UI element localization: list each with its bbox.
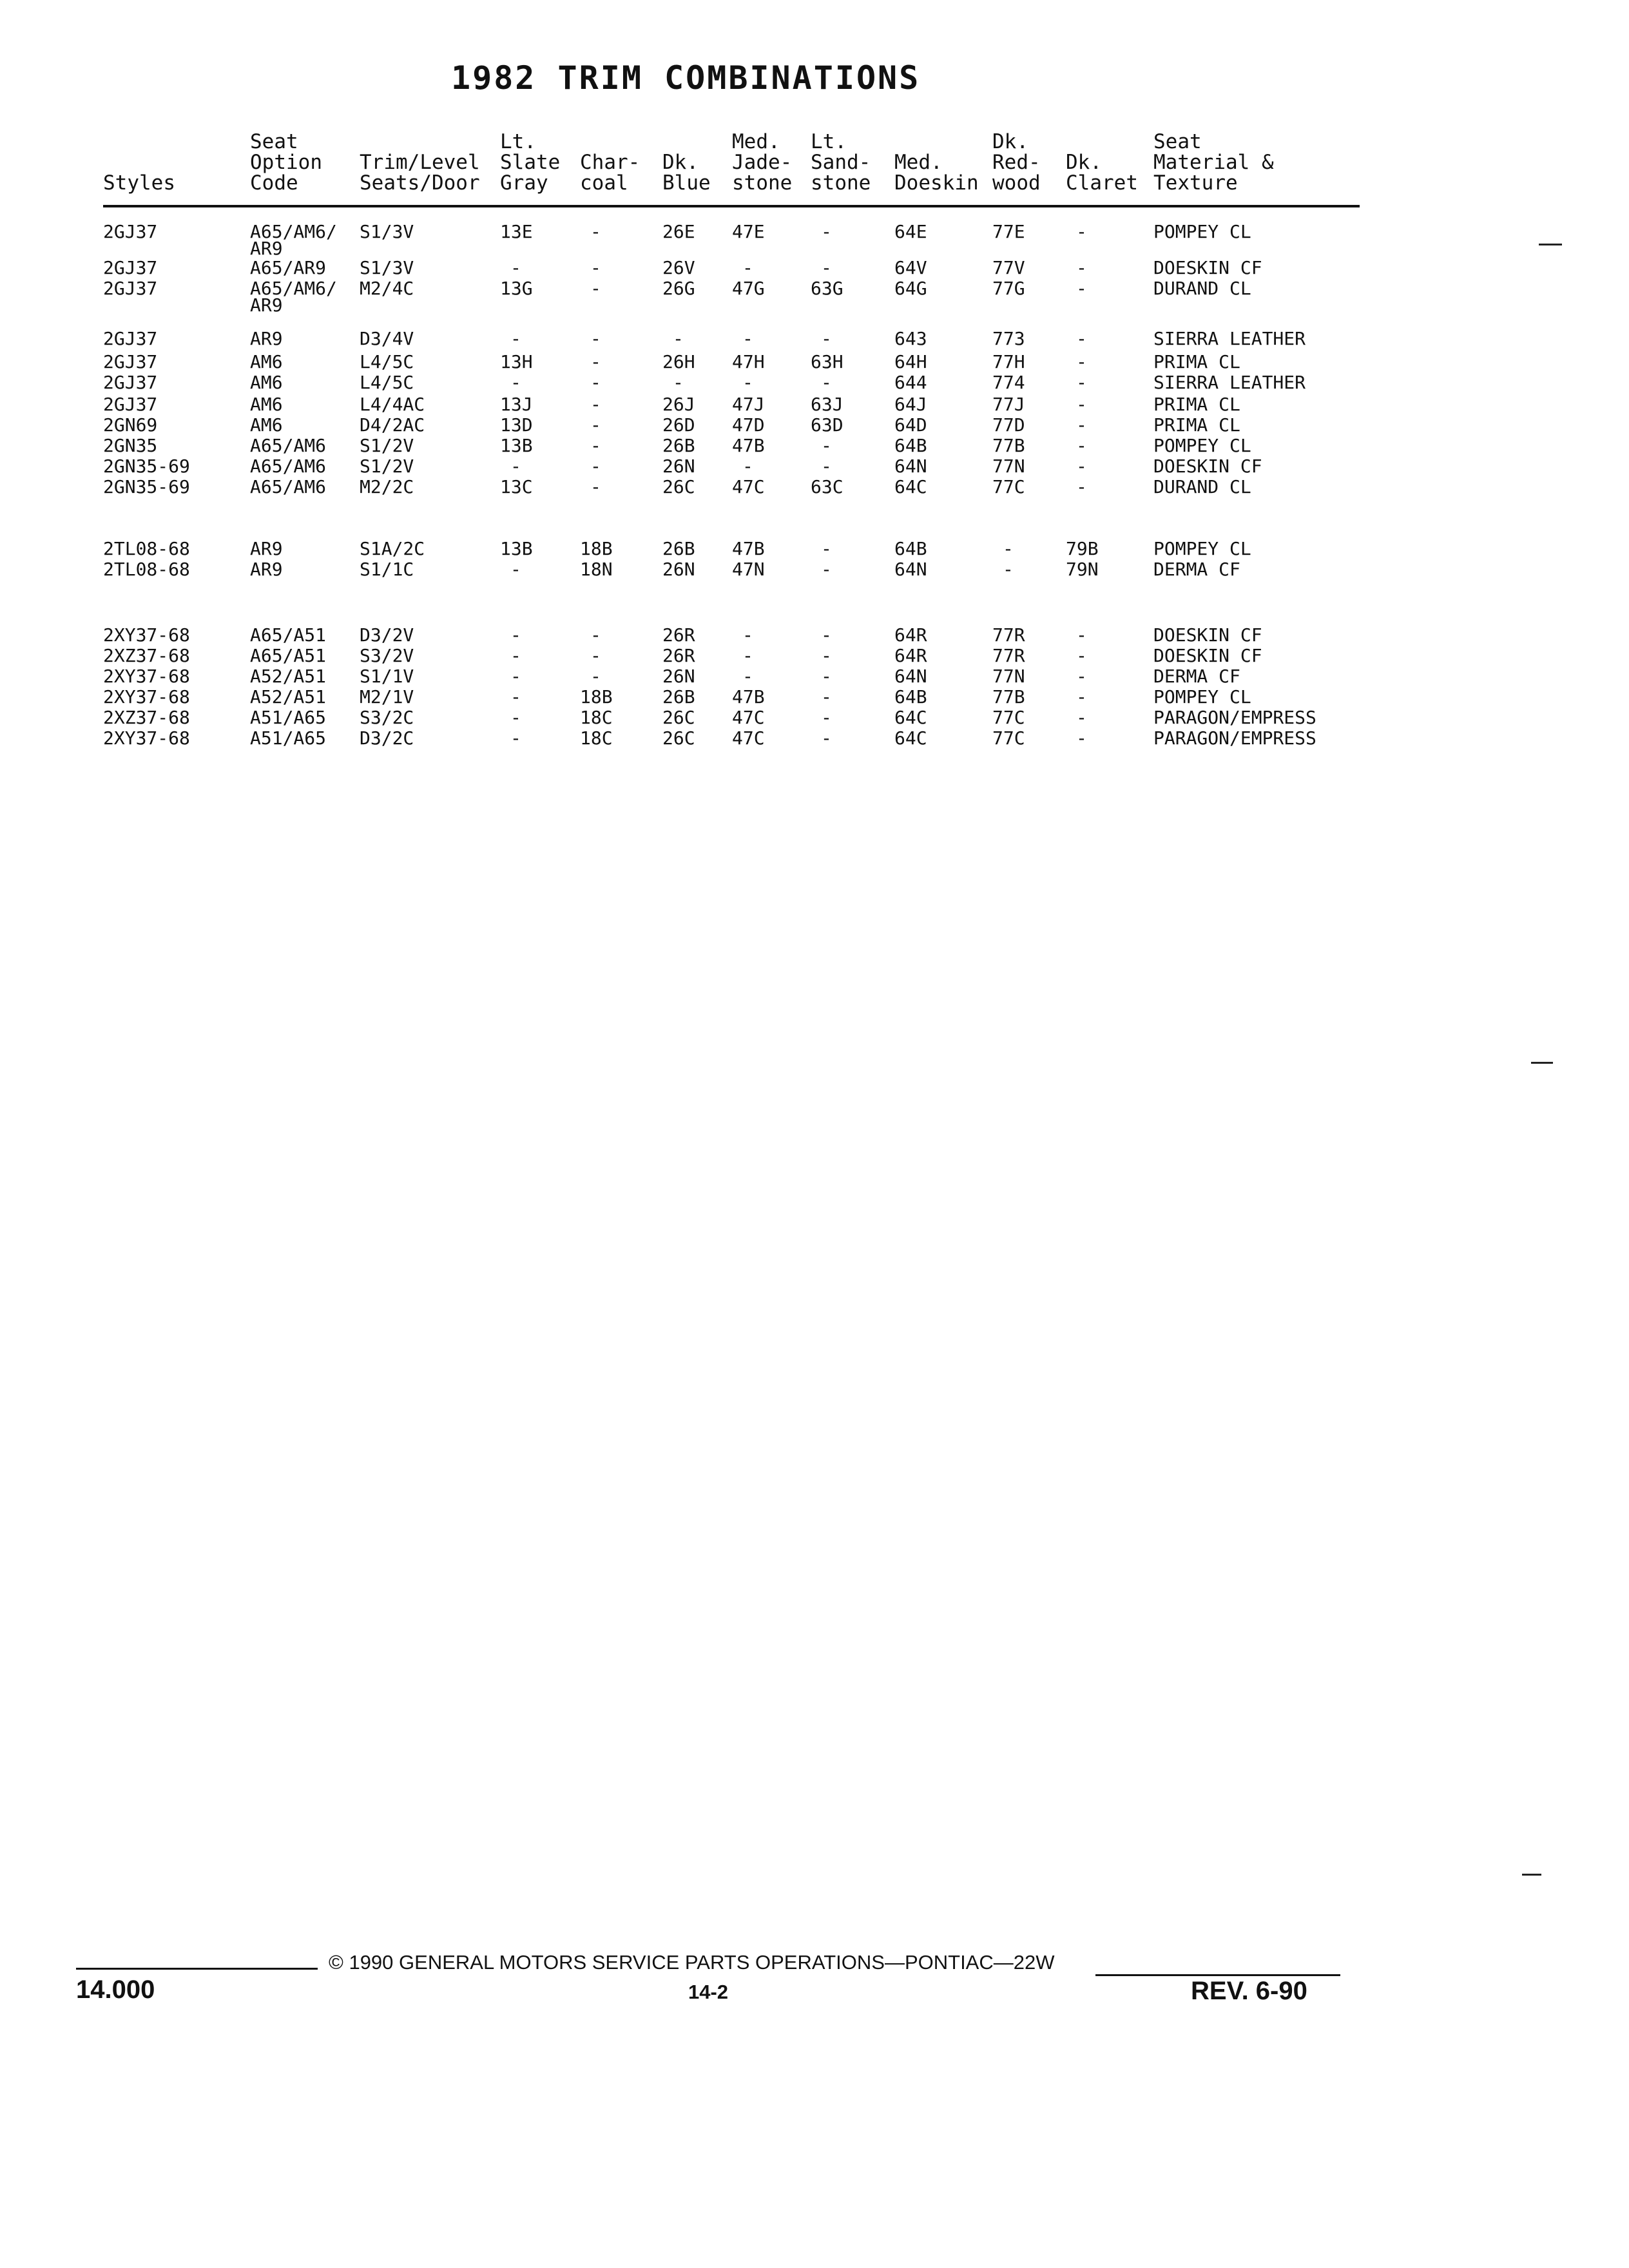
cell-med-doeskin: 644 [894,372,927,393]
cell-dk-claret: - [1076,257,1087,278]
cell-seat-material: DOESKIN CF [1153,624,1262,646]
cell-seat-material: PRIMA CL [1153,351,1240,372]
cell-seat-option-code: A65/A51 [250,645,327,666]
cell-med-jadestone: - [742,666,753,687]
cell-lt-sandstone: - [821,257,832,278]
cell-charcoal: - [590,435,601,456]
cell-dk-redwood: - [1003,538,1014,559]
cell-lt-slate-gray: 13D [500,414,533,436]
cell-dk-blue: 26N [662,456,695,477]
cell-seat-option-code: AM6 [250,372,283,393]
cell-charcoal: 18C [580,727,613,749]
cell-charcoal: - [590,328,601,349]
cell-styles: 2XZ37-68 [103,645,190,666]
cell-seat-option-code: AM6 [250,394,283,415]
cell-med-jadestone: 47J [732,394,765,415]
cell-med-doeskin: 64J [894,394,927,415]
cell-dk-claret: - [1076,686,1087,707]
page-title: 1982 TRIM COMBINATIONS [451,59,921,97]
footer-section-number: 14.000 [76,1975,155,2004]
cell-charcoal: - [590,476,601,497]
cell-lt-slate-gray: - [510,372,521,393]
cell-charcoal: 18N [580,559,613,580]
cell-lt-sandstone: 63C [811,476,843,497]
cell-dk-claret: 79B [1066,538,1099,559]
cell-dk-claret: - [1076,278,1087,299]
cell-dk-claret: - [1076,328,1087,349]
cell-styles: 2GJ37 [103,394,158,415]
cell-dk-claret: - [1076,666,1087,687]
cell-charcoal: - [590,394,601,415]
cell-lt-sandstone: - [821,686,832,707]
cell-lt-sandstone: - [821,727,832,749]
cell-dk-claret: - [1076,351,1087,372]
cell-seat-option-code: A65/AM6/ [250,278,337,299]
cell-lt-sandstone: - [821,559,832,580]
cell-dk-claret: - [1076,476,1087,497]
cell-lt-slate-gray: - [510,257,521,278]
cell-med-doeskin: 64G [894,278,927,299]
cell-med-jadestone: 47B [732,435,765,456]
col-header-med-doeskin: Med. Doeskin [894,151,979,195]
cell-styles: 2GN35-69 [103,456,190,477]
cell-seat-option-code: AM6 [250,351,283,372]
col-header-lt-slate-gray: Lt. Slate Gray [500,130,561,195]
cell-seat-material: PARAGON/EMPRESS [1153,727,1316,749]
cell-dk-claret: - [1076,645,1087,666]
cell-seat-material: DURAND CL [1153,278,1251,299]
cell-med-jadestone: 47C [732,727,765,749]
cell-lt-slate-gray: 13J [500,394,533,415]
cell-dk-claret: - [1076,456,1087,477]
cell-med-doeskin: 64C [894,727,927,749]
cell-med-doeskin: 64R [894,645,927,666]
cell-lt-sandstone: - [821,372,832,393]
cell-dk-claret: - [1076,221,1087,242]
cell-dk-blue: 26H [662,351,695,372]
cell-seat-material: DURAND CL [1153,476,1251,497]
cell-trim-level: D3/2C [360,727,414,749]
cell-charcoal: - [590,372,601,393]
footer-rule-left [76,1968,318,1970]
cell-styles: 2GN35 [103,435,158,456]
cell-seat-option-code: AR9 [250,328,283,349]
cell-styles: 2GN69 [103,414,158,436]
col-header-charcoal: Char- coal [580,151,641,195]
cell-dk-redwood: 77N [992,456,1025,477]
scan-mark [1531,1062,1553,1064]
cell-med-doeskin: 64N [894,666,927,687]
cell-dk-blue: 26B [662,686,695,707]
cell-lt-slate-gray: 13G [500,278,533,299]
cell-med-jadestone: - [742,328,753,349]
cell-seat-option-code: A51/A65 [250,707,327,728]
cell-dk-claret: 79N [1066,559,1099,580]
cell-dk-redwood: 77G [992,278,1025,299]
cell-lt-sandstone: - [821,456,832,477]
cell-seat-material: POMPEY CL [1153,686,1251,707]
cell-styles: 2GJ37 [103,351,158,372]
cell-charcoal: - [590,351,601,372]
cell-seat-option-code: AR9 [250,538,283,559]
cell-lt-sandstone: - [821,538,832,559]
cell-med-jadestone: - [742,257,753,278]
cell-dk-redwood: 77B [992,435,1025,456]
cell-dk-blue: 26V [662,257,695,278]
scan-mark [1539,244,1562,245]
cell-lt-sandstone: - [821,624,832,646]
cell-lt-sandstone: 63G [811,278,843,299]
cell-charcoal: - [590,666,601,687]
cell-trim-level: M2/1V [360,686,414,707]
cell-med-doeskin: 64E [894,221,927,242]
cell-dk-blue: 26C [662,727,695,749]
footer-rule-right [1095,1974,1340,1976]
cell-med-doeskin: 64B [894,435,927,456]
col-header-trim-level: Trim/Level Seats/Door [360,151,480,195]
cell-seat-material: SIERRA LEATHER [1153,372,1306,393]
cell-trim-level: S1/2V [360,435,414,456]
cell-seat-material: PARAGON/EMPRESS [1153,707,1316,728]
cell-seat-option-code: A52/A51 [250,686,327,707]
cell-dk-redwood: 77H [992,351,1025,372]
cell-lt-slate-gray: - [510,666,521,687]
cell-lt-sandstone: - [821,666,832,687]
cell-seat-option-code: A65/AM6 [250,476,327,497]
cell-lt-slate-gray: - [510,686,521,707]
cell-med-doeskin: 64C [894,476,927,497]
cell-med-jadestone: 47B [732,686,765,707]
cell-med-jadestone: - [742,624,753,646]
cell-med-jadestone: 47C [732,476,765,497]
cell-dk-blue: 26B [662,538,695,559]
cell-trim-level: S1/1V [360,666,414,687]
cell-trim-level: S1/2V [360,456,414,477]
cell-dk-blue: 26B [662,435,695,456]
cell-lt-slate-gray: 13E [500,221,533,242]
cell-dk-blue: - [673,372,684,393]
cell-seat-option-code: AR9 [250,294,283,316]
cell-med-jadestone: 47N [732,559,765,580]
cell-dk-blue: 26E [662,221,695,242]
cell-seat-material: POMPEY CL [1153,221,1251,242]
cell-dk-blue: - [673,328,684,349]
cell-trim-level: S1/1C [360,559,414,580]
col-header-seat-material: Seat Material & Texture [1153,130,1274,195]
cell-dk-redwood: 773 [992,328,1025,349]
cell-seat-option-code: A65/AM6 [250,435,327,456]
cell-styles: 2GJ37 [103,221,158,242]
cell-styles: 2GJ37 [103,278,158,299]
cell-med-doeskin: 64N [894,559,927,580]
cell-styles: 2GJ37 [103,328,158,349]
cell-lt-sandstone: 63H [811,351,843,372]
cell-seat-material: DERMA CF [1153,666,1240,687]
cell-styles: 2XY37-68 [103,686,190,707]
cell-seat-option-code: A52/A51 [250,666,327,687]
cell-styles: 2TL08-68 [103,538,190,559]
cell-seat-material: SIERRA LEATHER [1153,328,1306,349]
cell-trim-level: L4/5C [360,372,414,393]
cell-styles: 2XY37-68 [103,624,190,646]
scan-mark [1522,1874,1541,1876]
cell-seat-option-code: AR9 [250,559,283,580]
cell-dk-blue: 26J [662,394,695,415]
cell-dk-redwood: 77B [992,686,1025,707]
footer-revision: REV. 6-90 [1191,1977,1307,2005]
cell-med-jadestone: 47G [732,278,765,299]
cell-lt-slate-gray: 13H [500,351,533,372]
cell-charcoal: - [590,257,601,278]
cell-styles: 2XY37-68 [103,727,190,749]
cell-med-doeskin: 64R [894,624,927,646]
cell-dk-redwood: 77E [992,221,1025,242]
cell-trim-level: D4/2AC [360,414,425,436]
cell-dk-redwood: 77C [992,727,1025,749]
cell-lt-sandstone: - [821,707,832,728]
cell-trim-level: D3/2V [360,624,414,646]
cell-med-jadestone: - [742,456,753,477]
col-header-lt-sandstone: Lt. Sand- stone [811,130,871,195]
cell-charcoal: 18B [580,538,613,559]
cell-charcoal: - [590,645,601,666]
cell-dk-blue: 26G [662,278,695,299]
cell-lt-slate-gray: 13B [500,435,533,456]
cell-seat-material: POMPEY CL [1153,435,1251,456]
col-header-dk-blue: Dk. Blue [662,151,711,195]
cell-lt-slate-gray: - [510,328,521,349]
cell-charcoal: 18B [580,686,613,707]
col-header-styles: Styles [103,171,175,195]
cell-dk-claret: - [1076,624,1087,646]
cell-dk-claret: - [1076,414,1087,436]
cell-med-jadestone: - [742,645,753,666]
cell-lt-sandstone: - [821,221,832,242]
cell-seat-material: PRIMA CL [1153,394,1240,415]
cell-trim-level: S3/2C [360,707,414,728]
cell-seat-option-code: AM6 [250,414,283,436]
cell-lt-sandstone: - [821,328,832,349]
cell-lt-slate-gray: - [510,727,521,749]
cell-dk-blue: 26R [662,645,695,666]
cell-seat-option-code: A65/A51 [250,624,327,646]
col-header-med-jadestone: Med. Jade- stone [732,130,793,195]
cell-dk-claret: - [1076,727,1087,749]
cell-seat-material: DOESKIN CF [1153,645,1262,666]
cell-styles: 2XY37-68 [103,666,190,687]
cell-dk-claret: - [1076,707,1087,728]
cell-lt-slate-gray: 13C [500,476,533,497]
cell-dk-redwood: - [1003,559,1014,580]
cell-dk-claret: - [1076,435,1087,456]
cell-dk-claret: - [1076,372,1087,393]
cell-med-doeskin: 64H [894,351,927,372]
header-rule [103,205,1360,207]
cell-trim-level: L4/4AC [360,394,425,415]
cell-seat-material: DERMA CF [1153,559,1240,580]
cell-trim-level: S1/3V [360,257,414,278]
cell-trim-level: L4/5C [360,351,414,372]
cell-seat-material: PRIMA CL [1153,414,1240,436]
cell-dk-blue: 26C [662,476,695,497]
cell-med-doeskin: 643 [894,328,927,349]
cell-lt-slate-gray: - [510,645,521,666]
cell-trim-level: M2/4C [360,278,414,299]
cell-med-doeskin: 64B [894,686,927,707]
cell-dk-redwood: 77J [992,394,1025,415]
cell-dk-redwood: 77R [992,645,1025,666]
col-header-dk-claret: Dk. Claret [1066,151,1138,195]
cell-dk-claret: - [1076,394,1087,415]
cell-seat-option-code: A65/AM6/ [250,221,337,242]
cell-med-doeskin: 64N [894,456,927,477]
cell-trim-level: S1A/2C [360,538,425,559]
cell-med-doeskin: 64B [894,538,927,559]
cell-trim-level: S1/3V [360,221,414,242]
cell-charcoal: - [590,624,601,646]
cell-lt-sandstone: 63J [811,394,843,415]
cell-dk-redwood: 774 [992,372,1025,393]
cell-med-jadestone: 47B [732,538,765,559]
footer-copyright: © 1990 GENERAL MOTORS SERVICE PARTS OPERATIONS—PONTIAC—22W [329,1951,1055,1974]
footer-page-number: 14-2 [688,1981,729,2003]
cell-dk-redwood: 77R [992,624,1025,646]
cell-seat-option-code: A65/AM6 [250,456,327,477]
cell-dk-redwood: 77N [992,666,1025,687]
cell-seat-material: DOESKIN CF [1153,456,1262,477]
cell-seat-material: DOESKIN CF [1153,257,1262,278]
cell-med-jadestone: 47C [732,707,765,728]
cell-seat-material: POMPEY CL [1153,538,1251,559]
cell-dk-blue: 26N [662,666,695,687]
cell-styles: 2GJ37 [103,257,158,278]
cell-lt-sandstone: - [821,645,832,666]
cell-charcoal: - [590,278,601,299]
cell-dk-redwood: 77D [992,414,1025,436]
cell-med-jadestone: 47D [732,414,765,436]
cell-dk-blue: 26D [662,414,695,436]
col-header-seat-option-code: Seat Option Code [250,130,322,195]
cell-charcoal: - [590,221,601,242]
cell-charcoal: - [590,456,601,477]
cell-lt-slate-gray: - [510,559,521,580]
col-header-dk-redwood: Dk. Red- wood [992,130,1041,195]
cell-dk-blue: 26R [662,624,695,646]
cell-styles: 2GJ37 [103,372,158,393]
cell-seat-option-code: A51/A65 [250,727,327,749]
cell-med-jadestone: - [742,372,753,393]
cell-med-jadestone: 47E [732,221,765,242]
cell-charcoal: - [590,414,601,436]
cell-styles: 2XZ37-68 [103,707,190,728]
cell-lt-slate-gray: - [510,707,521,728]
cell-lt-slate-gray: - [510,456,521,477]
cell-med-doeskin: 64C [894,707,927,728]
cell-dk-redwood: 77C [992,707,1025,728]
cell-trim-level: D3/4V [360,328,414,349]
cell-seat-option-code: A65/AR9 [250,257,327,278]
cell-styles: 2TL08-68 [103,559,190,580]
cell-trim-level: S3/2V [360,645,414,666]
cell-lt-slate-gray: - [510,624,521,646]
cell-med-doeskin: 64D [894,414,927,436]
cell-med-jadestone: 47H [732,351,765,372]
cell-dk-redwood: 77C [992,476,1025,497]
cell-trim-level: M2/2C [360,476,414,497]
cell-styles: 2GN35-69 [103,476,190,497]
cell-med-doeskin: 64V [894,257,927,278]
cell-dk-blue: 26N [662,559,695,580]
cell-charcoal: 18C [580,707,613,728]
cell-dk-blue: 26C [662,707,695,728]
cell-dk-redwood: 77V [992,257,1025,278]
cell-seat-option-code: AR9 [250,238,283,259]
cell-lt-sandstone: 63D [811,414,843,436]
cell-lt-sandstone: - [821,435,832,456]
cell-lt-slate-gray: 13B [500,538,533,559]
